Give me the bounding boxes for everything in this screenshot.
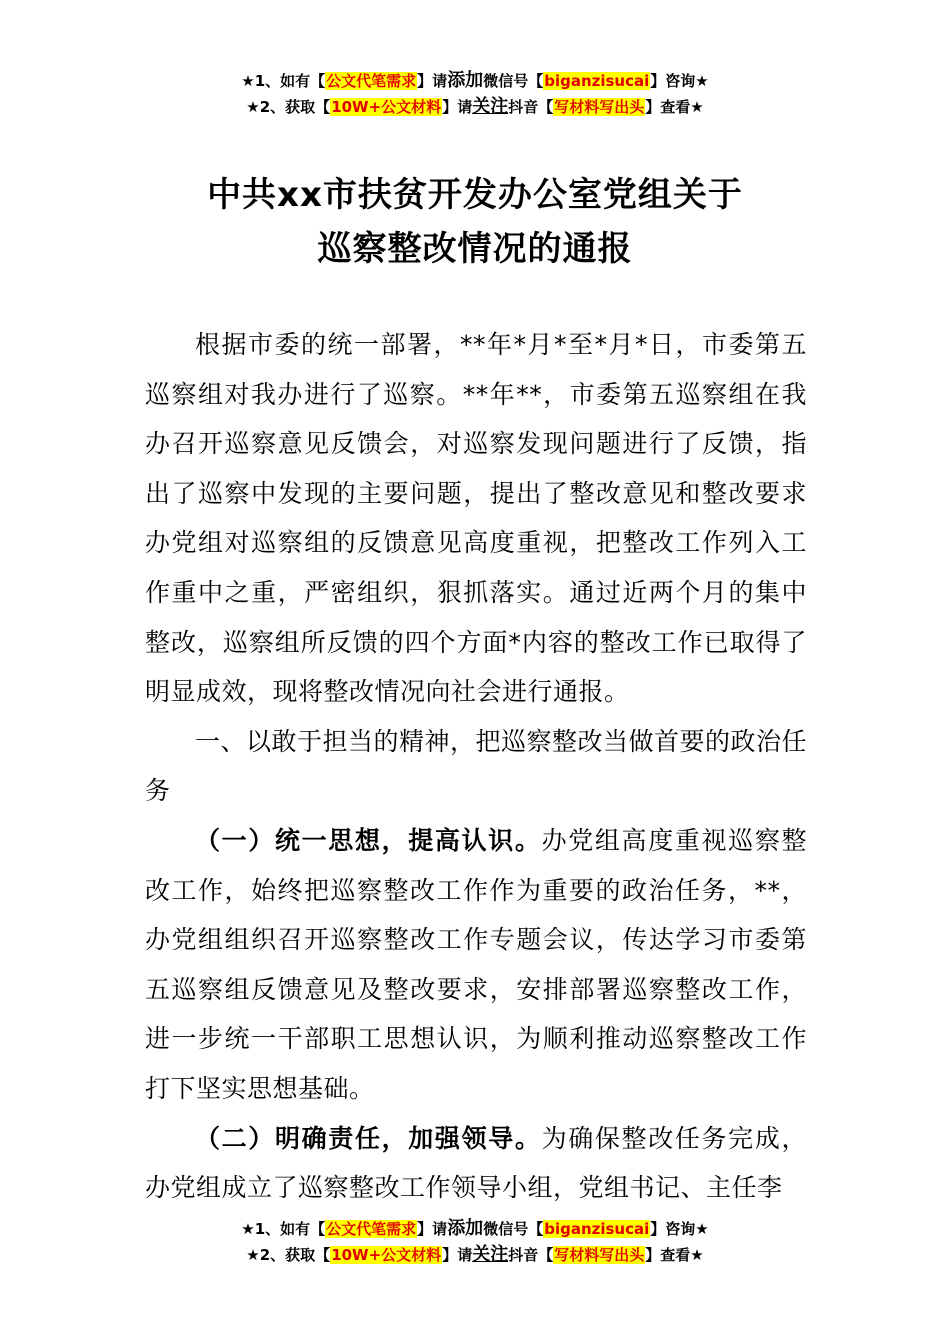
- sub-heading-1: （一）统一思想，提高认识。: [195, 825, 542, 855]
- notice-text: ★2、获取【: [246, 1246, 331, 1264]
- notice-text: 】咨询★: [650, 72, 709, 90]
- section-heading-1: 一、以敢于担当的精神，把巡察整改当做首要的政治任务: [145, 726, 808, 806]
- notice-text: 】咨询★: [650, 1220, 709, 1238]
- notice-text: 】请: [417, 72, 448, 90]
- document-body: [145, 320, 807, 1213]
- notice-text: 抖音【: [508, 98, 554, 116]
- sub-text-2: 为确保整改任务完成，办党组成立了巡察整改工作领导小组，党组书记、主任李: [145, 1123, 807, 1203]
- notice-line-1: [0, 68, 950, 94]
- notice-text: 】请: [442, 98, 473, 116]
- notice-highlight: 写材料写出头: [554, 1246, 645, 1264]
- paragraph-sub-1: [145, 816, 807, 1114]
- notice-highlight: biganzisucai: [544, 72, 650, 90]
- notice-highlight: 写材料写出头: [554, 98, 645, 116]
- notice-text: ★1、如有【: [241, 1220, 326, 1238]
- notice-text: 】请: [417, 1220, 448, 1238]
- notice-text: ★2、获取【: [246, 98, 331, 116]
- notice-text: 抖音【: [508, 1246, 554, 1264]
- notice-text: 微信号【: [483, 1220, 544, 1238]
- notice-emphasis: 关注: [472, 1244, 509, 1265]
- notice-text: 微信号【: [483, 72, 544, 90]
- title-line-1: 中共xx市扶贫开发办公室党组关于: [207, 175, 743, 215]
- sub-text-1: 办党组高度重视巡察整改工作，始终把巡察整改工作作为重要的政治任务，**，办党组组织召开巡察整改工作专题会议，传达学习市委第五巡察组反馈意见及整改要求，安排部署巡察整改工作，进一步统一干部职工思想认识，为顺利推动巡察整改工作打下坚实思想基础。: [145, 825, 807, 1103]
- notice-line-1: [0, 1216, 950, 1242]
- sub-heading-2: （二）明确责任，加强领导。: [195, 1123, 542, 1153]
- notice-text: ★1、如有【: [241, 72, 326, 90]
- notice-highlight: 公文代笔需求: [326, 72, 417, 90]
- paragraph-intro: 根据市委的统一部署，**年*月*至*月*日，市委第五巡察组对我办进行了巡察。**年**，市委第五巡察组在我办召开巡察意见反馈会，对巡察发现问题进行了反馈，指出了巡察中发现的主要问题，提出了整改意见和整改要求办党组对巡察组的反馈意见高度重视，把整改工作列入工作重中之重，严密组织，狠抓落实。通过近两个月的集中整改，巡察组所反馈的四个方面*内容的整改工作已取得了明显成效，现将整改情况向社会进行通报。: [145, 330, 807, 707]
- notice-text: 】请: [442, 1246, 473, 1264]
- document-title: [0, 168, 950, 276]
- notice-emphasis: 关注: [472, 96, 509, 117]
- notice-banner-top: [0, 68, 950, 120]
- notice-line-2: [0, 94, 950, 120]
- notice-text: 】查看★: [645, 98, 704, 116]
- notice-highlight: 公文代笔需求: [326, 1220, 417, 1238]
- notice-highlight: 10W+公文材料: [331, 1246, 442, 1264]
- notice-highlight: 10W+公文材料: [331, 98, 442, 116]
- notice-text: 】查看★: [645, 1246, 704, 1264]
- title-line-2: 巡察整改情况的通报: [317, 229, 633, 269]
- notice-emphasis: 添加: [447, 70, 484, 91]
- paragraph-sub-2: [145, 1114, 807, 1213]
- notice-highlight: biganzisucai: [544, 1220, 650, 1238]
- notice-banner-bottom: [0, 1216, 950, 1268]
- notice-line-2: [0, 1242, 950, 1268]
- notice-emphasis: 添加: [447, 1218, 484, 1239]
